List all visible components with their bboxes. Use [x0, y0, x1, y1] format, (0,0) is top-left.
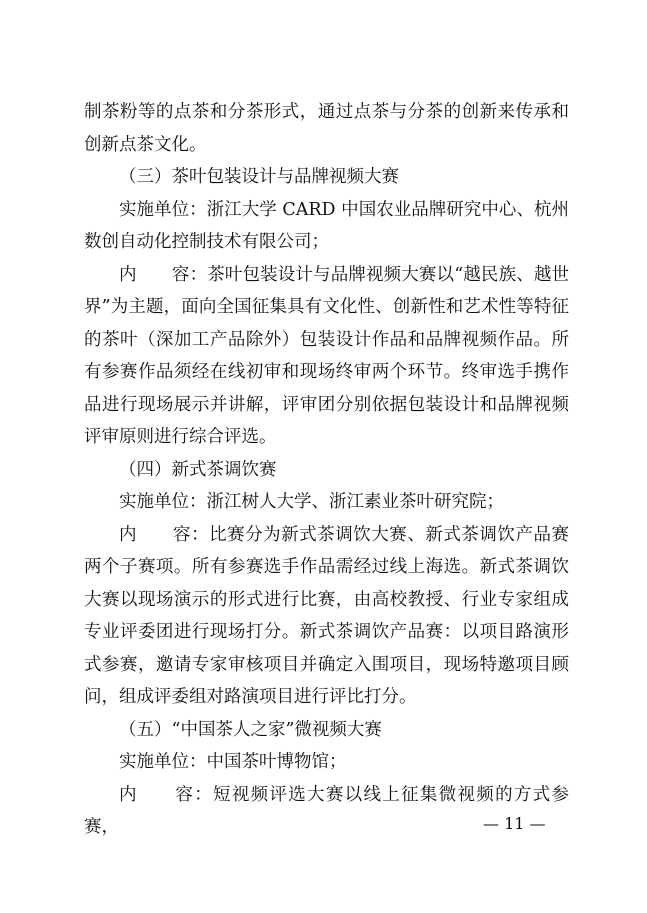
page-number: — 11 — [483, 814, 546, 833]
content-paragraph-3: 内 容：茶叶包装设计与品牌视频大赛以“越民族、越世界”为主题，面向全国征集具有文化性、创新性和艺术性等特征的茶叶（深加工产品除外）包装设计作品和品牌视频作品。所有参赛作品须经在线初审和现场终审两个环节。终审选手携作品进行现场展示并讲解，评审团分别依据包装设计和品牌视频评审原则进行综合评选。 [84, 264, 569, 447]
implementing-unit-3: 实施单位：浙江大学 CARD 中国农业品牌研究中心、杭州数创自动化控制技术有限公司； [84, 199, 569, 252]
implementing-unit-5: 实施单位：中国茶叶博物馆； [119, 752, 347, 772]
section-heading-3: （三）茶叶包装设计与品牌视频大赛 [119, 167, 399, 187]
content-paragraph-5: 内 容：短视频评选大赛以线上征集微视频的方式参赛， [84, 784, 569, 837]
section-heading-4: （四）新式茶调饮赛 [119, 459, 277, 480]
content-paragraph-4: 内 容：比赛分为新式茶调饮大赛、新式茶调饮产品赛两个子赛项。所有参赛选手作品需经过线上海选。新式茶调饮大赛以现场演示的形式进行比赛，由高校教授、行业专家组成专业评委团进行现场打分。新式茶调饮产品赛：以项目路演形式参赛，邀请专家审核项目并确定入围项目，现场特邀项目顾问，组成评委组对路演项目进行评比打分。 [84, 524, 569, 707]
implementing-unit-4: 实施单位：浙江树人大学、浙江素业茶叶研究院； [119, 492, 504, 512]
document-page [84, 96, 569, 844]
section-heading-5: （五）“中国茶人之家”微视频大赛 [119, 719, 382, 740]
paragraph-continuation: 制茶粉等的点茶和分茶形式，通过点茶与分茶的创新来传承和创新点茶文化。 [84, 102, 569, 155]
